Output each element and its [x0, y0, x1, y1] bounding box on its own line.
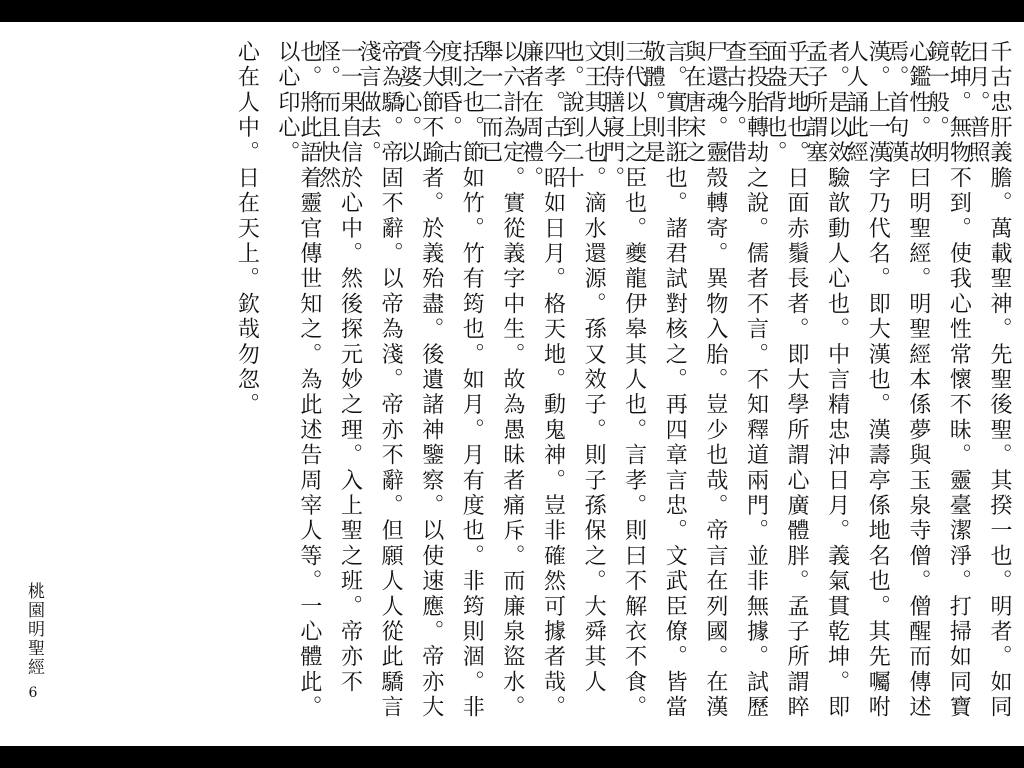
bottom-black-bar — [0, 746, 1024, 768]
page-number: 6 — [28, 685, 38, 701]
column-text: 以六計為定。實從義字中生。故為愚昧者痛斥。而廉泉盜水。舉一二而已 — [477, 40, 525, 721]
top-black-bar — [0, 0, 1024, 22]
column-text: 至投胎轉劫之說。儒者不言。不知釋道兩門。並非無據。試歷查古今。借 — [721, 40, 769, 721]
column-text: 者。是以效驗歆動人心也。中言精忠沖日月。義氣貫乾坤。即孟子所謂塞 — [802, 40, 850, 721]
column-text: 也。將此語着靈官傳世知之。為此述告周宰人等。一心體此。以心印心。 — [274, 40, 322, 721]
vertical-text-block — [180, 40, 1012, 730]
column-text: 四孝。古今昭如日月。格天地。動鬼神。豈非確然可據者哉。廉者在周禮。 — [518, 40, 566, 721]
column-text: 三代以上之臣也。夔龍伊皋其人也。言孝。則曰不解衣不食。則侍膳寢門。 — [599, 40, 647, 721]
column-text: 尸還魂。靈殼轉寄。異物入胎。豈少也哉。帝言在列國。在漢與在唐宋之 — [680, 40, 728, 721]
column-text: 心鑑性。故曰明聖經。明聖經本係夢與玉泉寺僧。僧醒而傳述焉。首句漢 — [883, 40, 931, 721]
column-text: 今大節不踰者。於義殆盡。後遺諸神鑒察。以使速應。帝亦大賫婆心。以 — [396, 40, 444, 721]
column-text: 帝為驕。帝固不辭。以帝為淺。帝亦不辭。但願人人從此驕言淺言做去。 — [356, 40, 404, 721]
column-text: 乎天地也。日面赤鬚長者。即大學所謂心廣體胖。孟子所謂睟面盎背也。 — [762, 40, 810, 721]
book-title: 桃園明聖經 — [24, 582, 44, 677]
column-text: 乾坤。無物不到。使我心性常懷不昧。靈臺潔淨。打掃如同寶鏡一般。明 — [924, 40, 972, 721]
column-text: 一一果自信於心中。然後探元妙之理。入上聖之班。帝亦不怪。而且快然 — [315, 40, 363, 696]
column-text: 括之也。節如竹。竹有筠也。如月。月有度也。非筠則涸。非度則昏。古 — [437, 40, 485, 721]
column-text: 心在人中。日在天上。欽哉勿忽。 — [234, 40, 260, 418]
page-footer — [22, 582, 52, 701]
text-column — [229, 40, 269, 730]
text-column — [270, 40, 322, 730]
column-text: 文王其人也。滴水還源。孫又效子。則子孫保之。大舜其人也。說到二十 — [559, 40, 607, 696]
column-text: 千古忠肝義膽。萬載聖神。先聖後聖。其揆一也。明者。如同日月。普照 — [965, 40, 1012, 721]
column-text: 言。實非誑也。諸君試對核之。再四章言忠。文武臣僚。皆當敬體。則是 — [640, 40, 688, 721]
column-text: 漢。上一漢字乃代名。即大漢也。漢壽亭係地名也。其先囑咐人人誦此經 — [843, 40, 891, 721]
scripture-page — [0, 22, 1024, 746]
